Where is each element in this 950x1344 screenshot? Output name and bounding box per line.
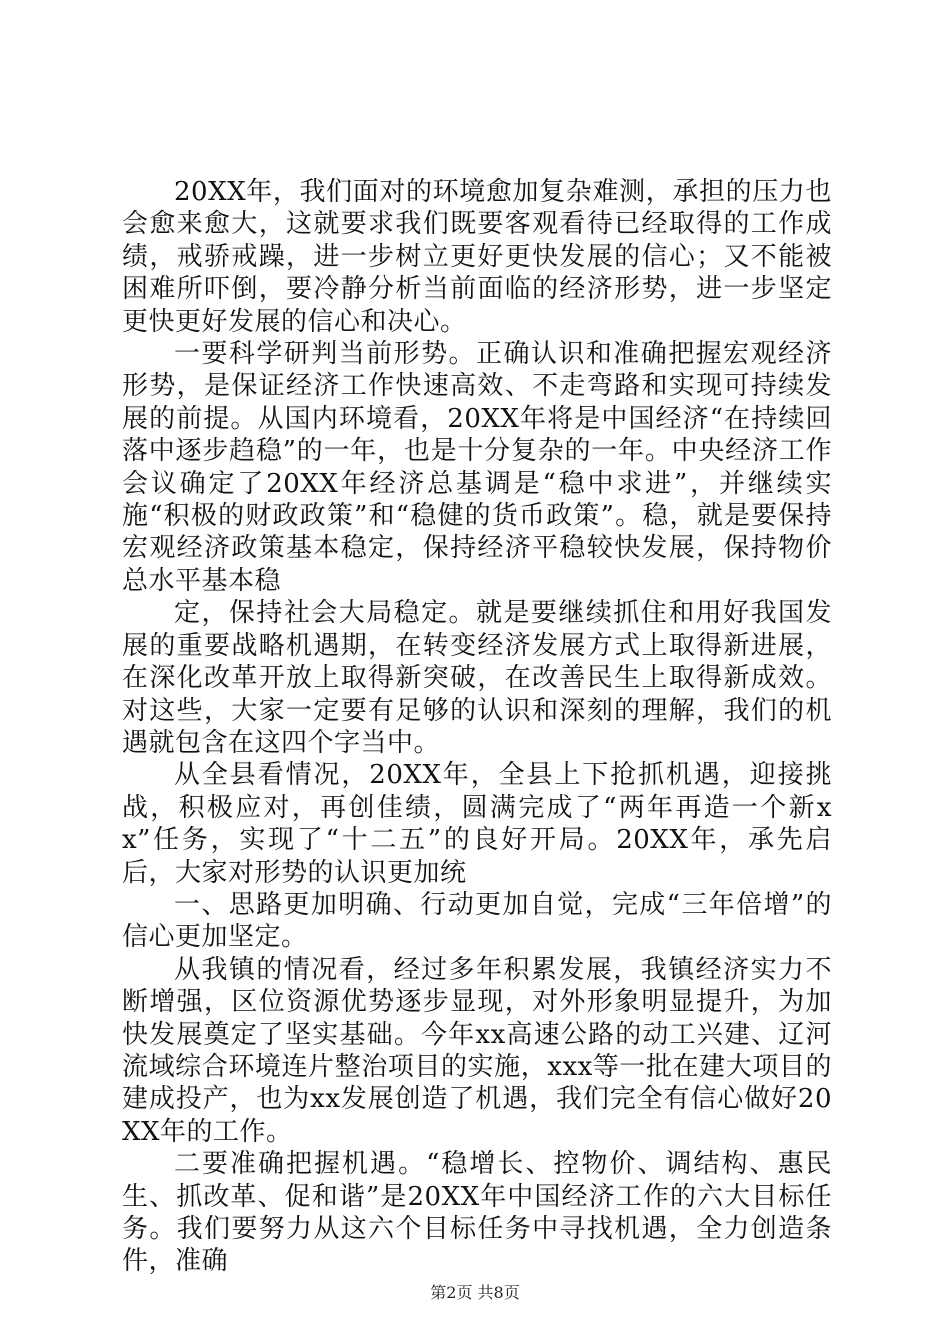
page-number-footer: 第2页 共8页 [430, 1283, 520, 1302]
document-body [122, 176, 832, 1278]
paragraph-1: 20XX年，我们面对的环境愈加复杂难测，承担的压力也会愈来愈大，这就要求我们既要客观看待已经取得的工作成绩，戒骄戒躁，进一步树立更好更快发展的信心；又不能被困难所吓倒，要冷静分析当前面临的经济形势，进一步坚定更快更好发展的信心和决心。 [122, 177, 832, 337]
paragraph-4: 从全县看情况，20XX年，全县上下抢抓机遇，迎接挑战，积极应对，再创佳绩，圆满完成了“两年再造一个新xx”任务，实现了“十二五”的良好开局。20XX年，承先启后，大家对形势的认识更加统 [122, 760, 832, 888]
paragraph-6: 从我镇的情况看，经过多年积累发展，我镇经济实力不断增强，区位资源优势逐步显现，对外形象明显提升，为加快发展奠定了坚实基础。今年xx高速公路的动工兴建、辽河流域综合环境连片整治项目的实施，xxx等一批在建大项目的建成投产，也为xx发展创造了机遇，我们完全有信心做好20XX年的工作。 [122, 954, 832, 1147]
paragraph-2: 一要科学研判当前形势。正确认识和准确把握宏观经济形势，是保证经济工作快速高效、不走弯路和实现可持续发展的前提。从国内环境看，20XX年将是中国经济“在持续回落中逐步趋稳”的一年，也是十分复杂的一年。中央经济工作会议确定了20XX年经济总基调是“稳中求进”，并继续实施“积极的财政政策”和“稳健的货币政策”。稳，就是要保持宏观经济政策基本稳定，保持经济平稳较快发展，保持物价总水平基本稳 [122, 339, 832, 596]
paragraph-3: 定，保持社会大局稳定。就是要继续抓住和用好我国发展的重要战略机遇期，在转变经济发展方式上取得新进展，在深化改革开放上取得新突破，在改善民生上取得新成效。对这些，大家一定要有足够的认识和深刻的理解，我们的机遇就包含在这四个字当中。 [122, 598, 832, 758]
paragraph-5: 一、思路更加明确、行动更加自觉，完成“三年倍增”的信心更加坚定。 [122, 889, 832, 953]
paragraph-7: 二要准确把握机遇。“稳增长、控物价、调结构、惠民生、抓改革、促和谐”是20XX年中国经济工作的六大目标任务。我们要努力从这六个目标任务中寻找机遇，全力创造条件，准确 [122, 1149, 832, 1277]
